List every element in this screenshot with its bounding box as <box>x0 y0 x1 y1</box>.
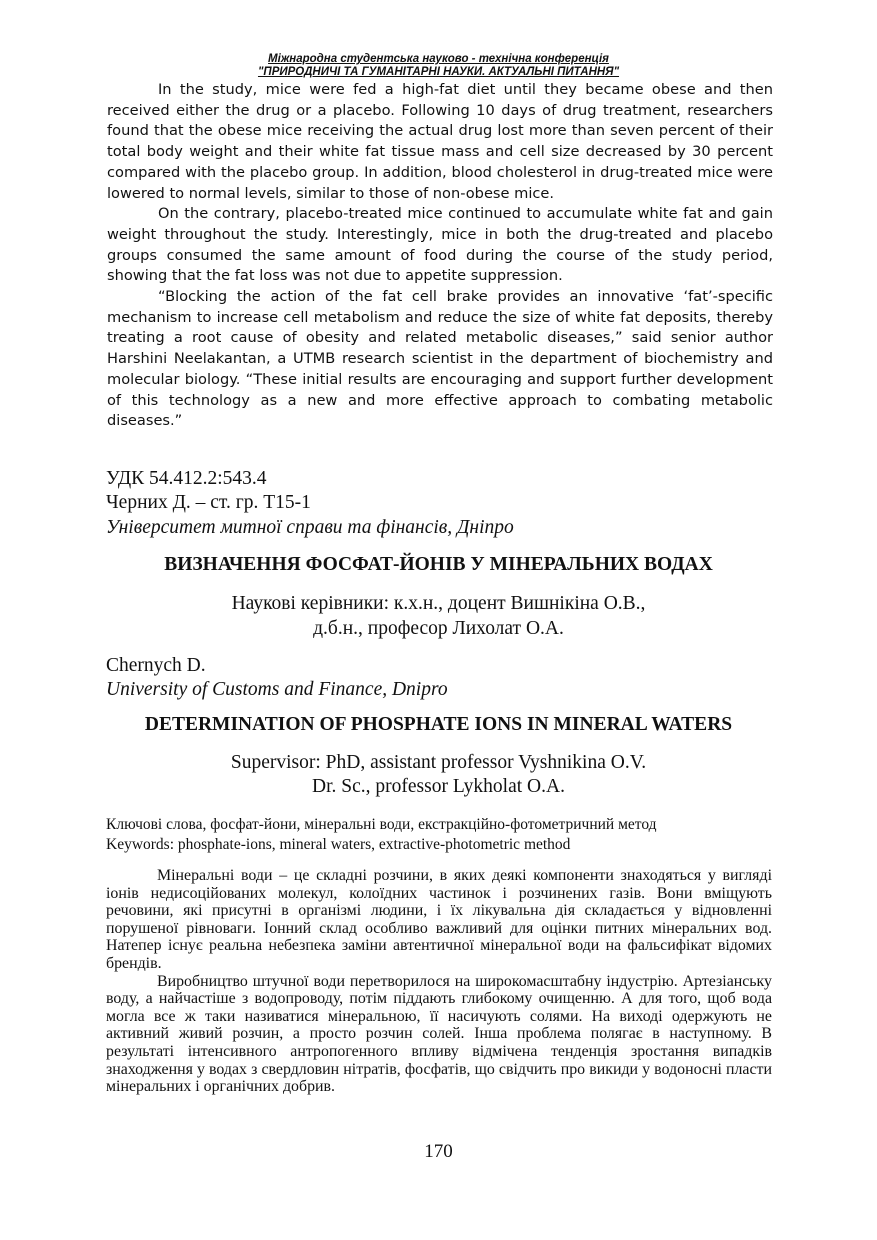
paragraph: Мінеральні води – це складні розчини, в яких деякі компоненти знаходяться у вигляді іонів недисоційованих молекул, колоїдних частинок і розчинених газів. Вони вміщують речовини, які присутні в організмі людини, і їх лікувальна дія складається у відновленні порушеної рівноваги. Іонний склад особливо важливий для оцінки питних мінеральних вод. Натепер існує реальна небезпека заміни автентичної мінеральної води на фальсифікат відомих брендів. <box>106 867 772 972</box>
conference-header-line-1: Міжнародна студентська науково - технічна конференція <box>268 53 609 65</box>
university-en: University of Customs and Finance, Dnipro <box>106 679 448 700</box>
keywords-ua: Ключові слова, фосфат-йони, мінеральні води, екстракційно-фотометричний метод <box>106 816 657 833</box>
english-text-block <box>107 80 773 432</box>
supervisors-en-line-1: Supervisor: PhD, assistant professor Vyshnikina O.V. <box>230 752 647 773</box>
supervisors-en-line-2: Dr. Sc., professor Lykholat O.A. <box>312 776 565 797</box>
paragraph: “Blocking the action of the fat cell brake provides an innovative ‘fat’-specific mechanism to increase cell metabolism and reduce the size of white fat deposits, thereby treating a root cause of obesity and related metabolic diseases,” said senior author Harshini Neelakantan, a UTMB research scientist in the department of biochemistry and molecular biology. “These initial results are encouraging and support further development of this technology as a new and more effective approach to combating metabolic diseases.” <box>107 288 773 430</box>
supervisors-ua-line-1: Наукові керівники: к.х.н., доцент Вишнікіна О.В., <box>231 593 646 614</box>
paragraph: Виробництво штучної води перетворилося на широкомасштабну індустрію. Артезіанську воду, а найчастіше з водопроводу, потім піддають глибокому очищенню. А для того, щоб вода могла все ж таки називатися мінеральною, її насичують солями. На виході одержують не активний живий розчин, а просто розчин солей. Інша проблема полягає в наступному. В результаті інтенсивного антропогенного впливу відмічена тенденція зростання випадків знаходження у водах з свердловин нітратів, фосфатів, що свідчить про викиди у водоносні пласти мінеральних і органічних добрив. <box>106 972 772 1096</box>
udk-code: УДК 54.412.2:543.4 <box>106 468 267 489</box>
author-en: Chernych D. <box>106 655 206 676</box>
conference-header-line-2: "ПРИРОДНИЧІ ТА ГУМАНІТАРНІ НАУКИ. АКТУАЛЬНІ ПИТАННЯ" <box>257 66 620 78</box>
article-title-ua: ВИЗНАЧЕННЯ ФОСФАТ-ЙОНІВ У МІНЕРАЛЬНИХ ВОДАХ <box>164 554 713 575</box>
ukrainian-text-block <box>106 867 772 1096</box>
university-ua: Університет митної справи та фінансів, Дніпро <box>106 517 514 538</box>
article-title-en: DETERMINATION OF PHOSPHATE IONS IN MINERAL WATERS <box>144 714 733 735</box>
author-ua: Черних Д. – ст. гр. Т15-1 <box>106 492 311 513</box>
paragraph: In the study, mice were fed a high-fat diet until they became obese and then received either the drug or a placebo. Following 10 days of drug treatment, researchers found that the obese mice receiving the actual drug lost more than seven percent of their total body weight and their white fat tissue mass and cell size decreased by 30 percent compared with the placebo group. In addition, blood cholesterol in drug-treated mice were lowered to normal levels, similar to those of non-obese mice. <box>107 81 773 202</box>
supervisors-ua-line-2: д.б.н., професор Лихолат О.А. <box>313 618 564 639</box>
page-number: 170 <box>424 1141 453 1162</box>
paragraph: On the contrary, placebo-treated mice continued to accumulate white fat and gain weight throughout the study. Interestingly, mice in both the drug-treated and placebo groups consumed the same amount of food during the course of the study period, showing that the fat loss was not due to appetite suppression. <box>107 205 773 285</box>
keywords-en: Keywords: phosphate-ions, mineral waters, extractive-photometric method <box>106 836 571 853</box>
